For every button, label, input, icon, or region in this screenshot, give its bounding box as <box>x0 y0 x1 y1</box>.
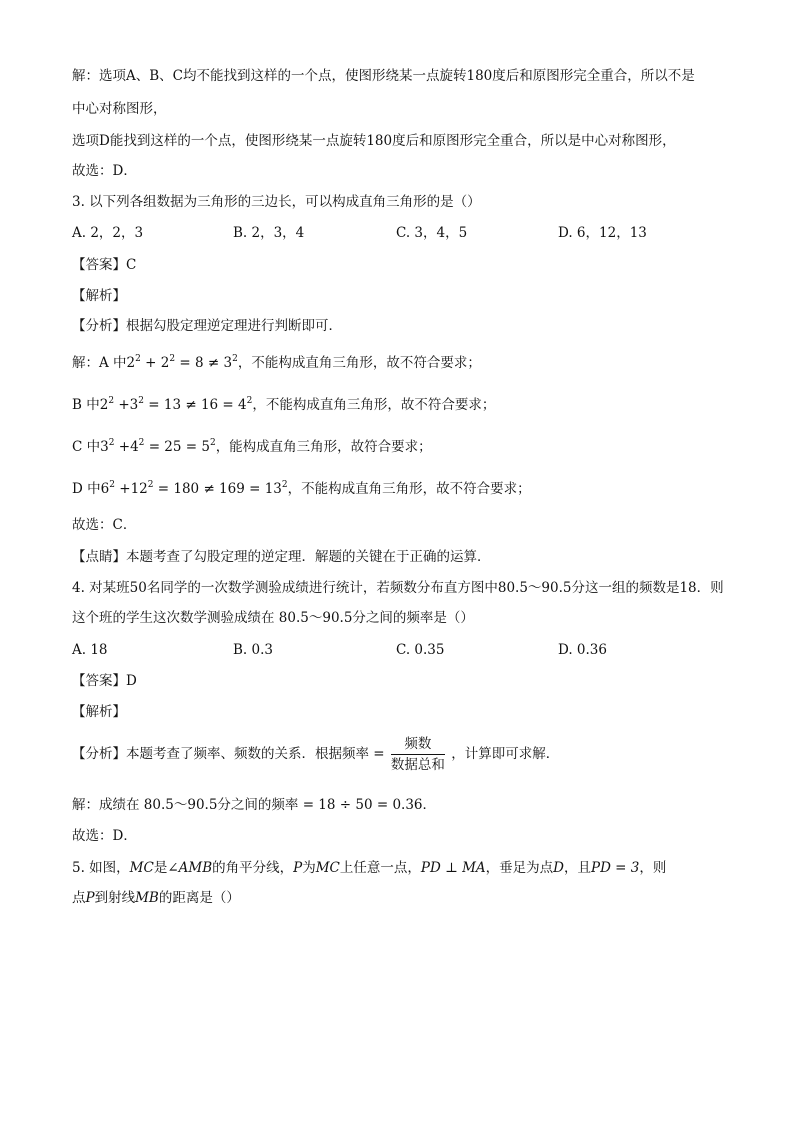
q4-choose: 故选：D． <box>72 828 137 844</box>
q3-option-c: C. 3，4，5 <box>396 225 468 241</box>
q4-option-d: D. 0.36 <box>558 642 607 658</box>
q3-solution-b: B 中$2^2 +3^2 = 13 \ne 16 = 4^2$，不能构成直角三角形，故不符合要求； <box>72 396 496 413</box>
q4-option-c: C. 0.35 <box>396 642 445 658</box>
q3-solution-c: C 中$3^2 +4^2 = 25 = 5^2$，能构成直角三角形，故符合要求； <box>72 438 432 455</box>
q3-solution-a: 解：A 中$2^2 + 2^2 = 8 \ne 3^2$，不能构成直角三角形，故不符合要求； <box>72 354 481 371</box>
q4-answer: 【答案】D <box>72 673 137 689</box>
q4-stem-line1: 4. 对某班50名同学的一次数学测验成绩进行统计，若频数分布直方图中80.5～90.5分这一组的频数是18．则 <box>72 580 724 596</box>
solution2-choose: 故选：D． <box>72 163 137 179</box>
solution2-line3: 选项D能找到这样的一个点，使图形绕某一点旋转180度后和原图形完全重合，所以是中心对称图形， <box>72 133 676 149</box>
solution2-line1: 解：选项A、B、C均不能找到这样的一个点，使图形绕某一点旋转180度后和原图形完全重合，所以不是 <box>72 68 695 84</box>
q3-solution-d: D 中$6^2 +12^2 = 180 \ne 169 = 13^2$，不能构成直角三角形，故不符合要求； <box>72 480 531 497</box>
q4-option-b: B. 0.3 <box>233 642 273 658</box>
q3-comment: 【点睛】本题考查了勾股定理的逆定理．解题的关键在于正确的运算． <box>72 549 491 565</box>
q3-option-b: B. 2，3，4 <box>233 225 305 241</box>
q4-option-a: A. 18 <box>72 642 108 658</box>
q5-stem-line1: 5. 如图，MC是∠AMB的角平分线，P为MC上任意一点，PD ⊥ MA，垂足为点D，且PD = 3，则 <box>72 860 667 876</box>
q3-jiexi: 【解析】 <box>72 288 126 304</box>
q3-analysis: 【分析】根据勾股定理逆定理进行判断即可． <box>72 318 342 334</box>
q3-choose: 故选：C． <box>72 517 137 533</box>
q4-stem-line2: 这个班的学生这次数学测验成绩在 80.5～90.5分之间的频率是（） <box>72 610 474 626</box>
q3-stem: 3. 以下列各组数据为三角形的三边长，可以构成直角三角形的是（） <box>72 194 481 210</box>
fraction-numerator: 频数 <box>391 734 445 755</box>
q3-option-d: D. 6，12，13 <box>558 225 647 241</box>
q3-option-a: A. 2，2，3 <box>72 225 144 241</box>
solution2-line2: 中心对称图形， <box>72 101 167 117</box>
q4-solution: 解：成绩在 80.5～90.5分之间的频率 = 18 ÷ 50 = 0.36． <box>72 797 437 813</box>
q4-analysis: 【分析】本题考查了频率、频数的关系．根据频率 = $\frac{\text{频数}}{\text{数据总和}}$ ，计算即可求解． <box>72 736 560 773</box>
fraction-denominator: 数据总和 <box>390 757 445 773</box>
q5-stem-line2: 点P到射线MB的距离是（） <box>72 890 240 906</box>
q3-answer: 【答案】C <box>72 257 137 273</box>
frequency-fraction <box>391 734 445 775</box>
q4-jiexi: 【解析】 <box>72 704 126 720</box>
